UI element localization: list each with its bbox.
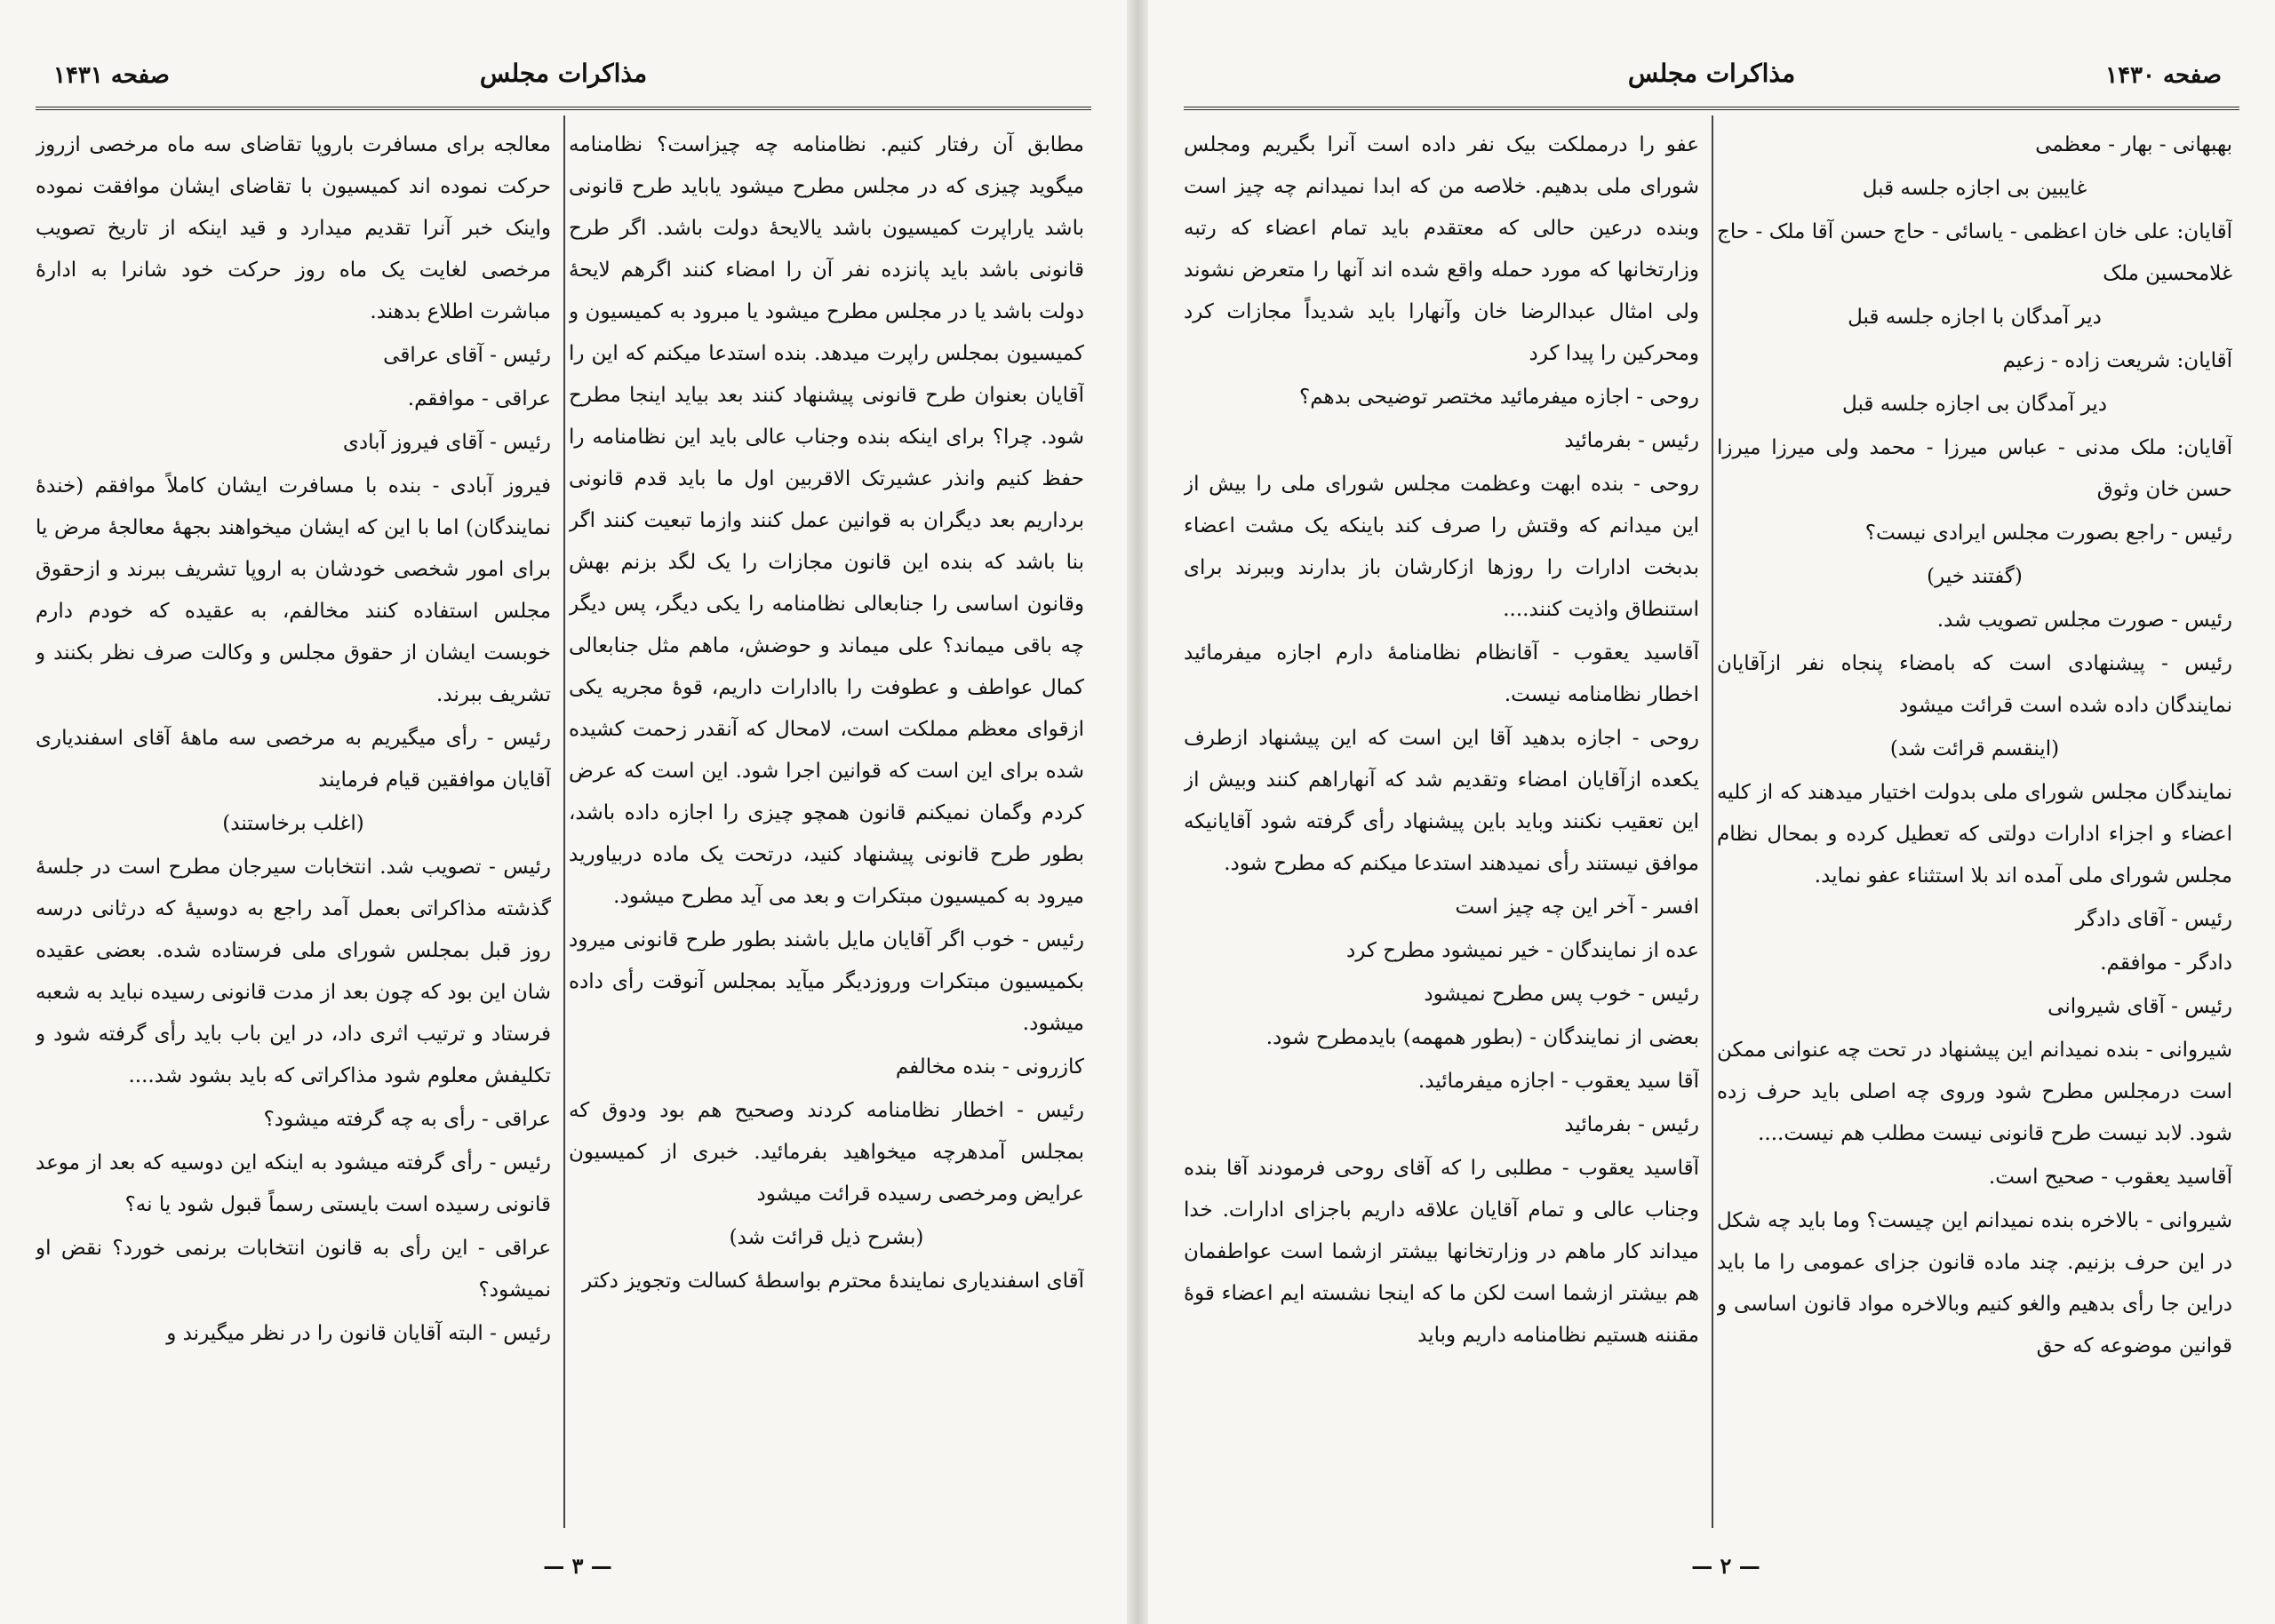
paragraph: فیروز آبادی - بنده با مسافرت ایشان کاملاً موافقم (خندهٔ نمایندگان) اما با این که ایشان میخواهند بجههٔ معالجهٔ مرض یا برای امور شخصی خودشان به اروپا تشریف ببرند و ازحقوق مجلس استفاده کنند مخالفم، به عقیده که خودم دارم خوبست ایشان از حقوق مجلس و وکالت صرف نظر بکنند و تشریف ببرند.: [36, 474, 551, 706]
paragraph: آقاسید یعقوب - صحیح است.: [1988, 1166, 2232, 1189]
page-title: مذاکرات مجلس: [479, 59, 648, 88]
column-2: [1184, 124, 1699, 1510]
paragraph: رئیس - آقای فیروز آبادی: [342, 431, 551, 454]
paragraph: افسر - آخر این چه چیز است: [1455, 896, 1699, 919]
paragraph: (بشرح ذیل قرائت شد): [729, 1226, 924, 1249]
column-divider: [563, 115, 565, 1528]
column-1: [1717, 124, 2232, 1510]
paragraph: غایبین بی اجازه جلسه قبل: [1862, 177, 2087, 200]
paragraph: روحی - اجازه بدهید آقا این است که این پیشنهاد ازطرف یکعده ازآقایان امضاء وتقدیم شد که آنهاراهم کنند وبیش از این تعقیب نکنند وباید باین پیشنهاد رأی گرفته شود آقایانیکه موافق نیستند رأی نمیدهند استدعا میکنم که مطرح شود.: [1184, 727, 1699, 875]
paragraph: دیر آمدگان با اجازه جلسه قبل: [1848, 306, 2102, 329]
paragraph: روحی - بنده ابهت وعظمت مجلس شورای ملی را بیش از این میدانم که وقتش را صرف کند باینکه یک مشت اعضاء بدبخت ادارات را روزها ازکارشان باز بدارند وببرند برای استنطاق واذیت کنند....: [1184, 473, 1699, 621]
paragraph: رئیس - پیشنهادی است که بامضاء پنجاه نفر ازآقایان نمایندگان داده شده است قرائت میشود: [1717, 652, 2232, 717]
paragraph: (اغلب برخاستند): [222, 812, 364, 835]
right-page-header: [1184, 53, 2239, 110]
paragraph: رئیس - راجع بصورت مجلس ایرادی نیست؟: [1864, 521, 2232, 545]
paragraph: رئیس - خوب پس مطرح نمیشود: [1424, 983, 1699, 1006]
page-title: مذاکرات مجلس: [1627, 59, 1796, 88]
column-3: [569, 124, 1084, 1510]
left-page-header: [36, 53, 1091, 110]
paragraph: معالجه برای مسافرت باروپا تقاضای سه ماه مرخصی ازروز حرکت نموده اند کمیسیون با تقاضای ایشان موافقت نموده واینک خبر آنرا تقدیم میدارد و قید اینکه از تاریخ تصویب مرخصی لغایت یک ماه روز حرکت خود شانرا به ادارهٔ مباشرت اطلاع بدهند.: [36, 133, 551, 323]
paragraph: عراقی - رأی به چه گرفته میشود؟: [263, 1108, 551, 1131]
paragraph: رئیس - آقای شیروانی: [2048, 995, 2232, 1018]
right-page: [1148, 0, 2275, 1624]
paragraph: رئیس - بفرمائید: [1564, 1113, 1699, 1136]
paragraph: رئیس - خوب اگر آقایان مایل باشند بطور طرح قانونی میرود بکمیسیون مبتکرات وروزدیگر میآید بمجلس آنوقت رأی داده میشود.: [569, 928, 1084, 1035]
paragraph: رئیس - رأی میگیریم به مرخصی سه ماههٔ آقای اسفندیاری آقایان موافقین قیام فرمایند: [36, 727, 551, 792]
paragraph: رئیس - رأی گرفته میشود به اینکه این دوسیه که بعد از موعد قانونی رسیده است بایستی رسماً قبول شود یا نه؟: [36, 1151, 551, 1216]
paragraph: آقایان: ملک مدنی - عباس میرزا - محمد ولی میرزا میرزا حسن خان وثوق: [1717, 436, 2232, 501]
paragraph: عراقی - موافقم.: [407, 387, 551, 410]
paragraph: بعضی از نمایندگان - (بطور همهمه) بایدمطرح شود.: [1265, 1026, 1699, 1049]
paragraph: روحی - اجازه میفرمائید مختصر توضیحی بدهم؟: [1299, 386, 1699, 409]
paragraph: آقای اسفندیاری نمایندهٔ محترم بواسطهٔ کسالت وتجویز دکتر: [582, 1270, 1084, 1293]
paragraph: کازرونی - بنده مخالفم: [895, 1055, 1084, 1079]
paragraph: رئیس - اخطار نظامنامه کردند وصحیح هم بود ودوق که بمجلس آمدهرچه میخواهید بفرمائید. خبری از کمیسیون عرایض ومرخصی رسیده قرائت میشود: [569, 1099, 1084, 1206]
paragraph: (گفتند خیر): [1927, 565, 2023, 588]
page-number: صفحه ۱۴۳۱: [53, 62, 170, 89]
left-page: [0, 0, 1127, 1624]
paragraph: شیروانی - بالاخره بنده نمیدانم این چیست؟ وما باید چه شکل در این حرف بزنیم. چند ماده قانون جزای عمومی را ما باید دراین جا رأی بدهیم والغو کنیم وبالاخره مواد قانون اساسی و قوانین موضوعه که حق: [1717, 1209, 2232, 1357]
paragraph: رئیس - البته آقایان قانون را در نظر میگیرند و: [166, 1322, 551, 1345]
page-footer: — ۲ —: [1691, 1553, 1760, 1579]
paragraph: رئیس - صورت مجلس تصویب شد.: [1936, 609, 2232, 632]
page-number: صفحه ۱۴۳۰: [2105, 62, 2222, 89]
paragraph: آقاسید یعقوب - آقانظام نظامنامهٔ دارم اجازه میفرمائید اخطار نظامنامه نیست.: [1184, 641, 1699, 706]
paragraph: رئیس - تصویب شد. انتخابات سیرجان مطرح است در جلسهٔ گذشته مذاکراتی بعمل آمد راجع به دوسیهٔ که درثانی درسه روز قبل بمجلس شورای ملی فرستاده شده. بعضی عقیده شان این بود که چون بعد از مدت قانونی رسیده نباید به شعبه فرستاد و ترتیب اثری داد، در این باب باید رأی گرفته شود و تکلیفش معلوم شود مذاکراتی که باید بشود شد....: [36, 856, 551, 1087]
paragraph: رئیس - آقای دادگر: [2075, 908, 2232, 931]
paragraph: (اینقسم قرائت شد): [1889, 737, 2060, 760]
paragraph: شیروانی - بنده نمیدانم این پیشنهاد در تحت چه عنوانی ممکن است درمجلس مطرح شود وروی چه اصلی باید حرف زده شود. لابد نیست طرح قانونی نیست مطلب هم نیست....: [1717, 1039, 2232, 1145]
paragraph: دیر آمدگان بی اجازه جلسه قبل: [1842, 393, 2107, 416]
paragraph: عراقی - این رأی به قانون انتخابات برنمی خورد؟ نقض او نمیشود؟: [36, 1237, 551, 1302]
paragraph: بهبهانی - بهار - معظمی: [2035, 133, 2232, 156]
paragraph: نمایندگان مجلس شورای ملی بدولت اختیار میدهند که از کلیه اعضاء و اجزاء ادارات دولتی که تعطیل کرده و بمحال نظام مجلس شورای ملی آمده اند بلا استثناء عفو نماید.: [1717, 781, 2232, 888]
paragraph: آقایان: شریعت زاده - زعیم: [2002, 349, 2232, 372]
paragraph: آقایان: علی خان اعظمی - یاسائی - حاج حسن آقا ملک - حاج غلامحسین ملک: [1717, 220, 2232, 285]
page-footer: — ۳ —: [543, 1553, 612, 1579]
paragraph: رئیس - آقای عراقی: [383, 344, 551, 367]
paragraph: دادگر - موافقم.: [2100, 951, 2232, 975]
paragraph: مطابق آن رفتار کنیم. نظامنامه چه چیزاست؟ نظامنامه میگوید چیزی که در مجلس مطرح میشود یاباید طرح قانونی باشد یاراپرت کمیسیون باشد یالایحهٔ دولت باشد. اگر طرح قانونی باشد باید پانزده نفر آن را امضاء کنند اگرهم لایحهٔ دولت باشد یا در مجلس مطرح میشود یا مبرود به کمیسیون و کمیسیون بمجلس راپرت میدهد. بنده استدعا میکنم که این را آقایان بعنوان طرح قانونی پیشنهاد کنند بعد بیاید اینجا مطرح شود. چرا؟ برای اینکه بنده وجناب عالی باید این نظامنامه را حفظ کنیم وانذر عشیرتک الاقربین اول ما باید قدم قانونی برداریم بعد دیگران به قوانین عمل کنند وازما تبعیت کنند اگر بنا باشد که بنده این قانون مجازات را یک لگد بزنم بهش وقانون اساسی را جنابعالی نظامنامه را یکی دیگر، پس دیگر چه باقی میماند؟ علی میماند و حوضش، ماهم مثل جنابعالی کمال عواطف و عطوفت را باادارات داریم، قوهٔ مجریه یکی ازقوای معظم مملکت است، لامحال که آنقدر زحمت کشیده شده برای این است که قوانین اجرا شود. این است که عرض کردم وگمان نمیکنم قانون همچو چیزی را اجازه داده باشد، بطور طرح قانونی پیشنهاد کنید، درتحت یک ماده دربیاورید میرود به کمیسیون مبتکرات و بعد می آید مطرح میشود.: [569, 133, 1084, 908]
paragraph: آقاسید یعقوب - مطلبی را که آقای روحی فرمودند آقا بنده وجناب عالی و تمام آقایان علاقه داریم باجزای ادارات. خدا میداند کار ماهم در وزارتخانها بیشتر ازشما است عواطفمان هم بیشتر ازشما است لکن ما که اینجا نشسته ایم اعضاء قوهٔ مقننه هستیم نظامنامه داریم وباید: [1184, 1157, 1699, 1347]
paragraph: عفو را درمملکت بیک نفر داده است آنرا بگیریم ومجلس شورای ملی بدهیم. خلاصه من که ابدا نمیدانم چه چیز است وبنده درعین حالی که معتقدم باید تمام اعضاء که رتبه وزارتخانها که مورد حمله واقع شده اند آنها را متعرض نشوند ولی امثال عبدالرضا خان وآنهارا باید شدیداً مجازات کرد ومحرکین را پیدا کرد: [1184, 133, 1699, 365]
book-gutter: [1127, 0, 1148, 1624]
paragraph: آقا سید یعقوب - اجازه میفرمائید.: [1417, 1070, 1699, 1093]
paragraph: رئیس - بفرمائید: [1564, 429, 1699, 452]
paragraph: عده از نمایندگان - خیر نمیشود مطرح کرد: [1346, 939, 1699, 962]
column-4: [36, 124, 551, 1510]
column-divider: [1712, 115, 1713, 1528]
